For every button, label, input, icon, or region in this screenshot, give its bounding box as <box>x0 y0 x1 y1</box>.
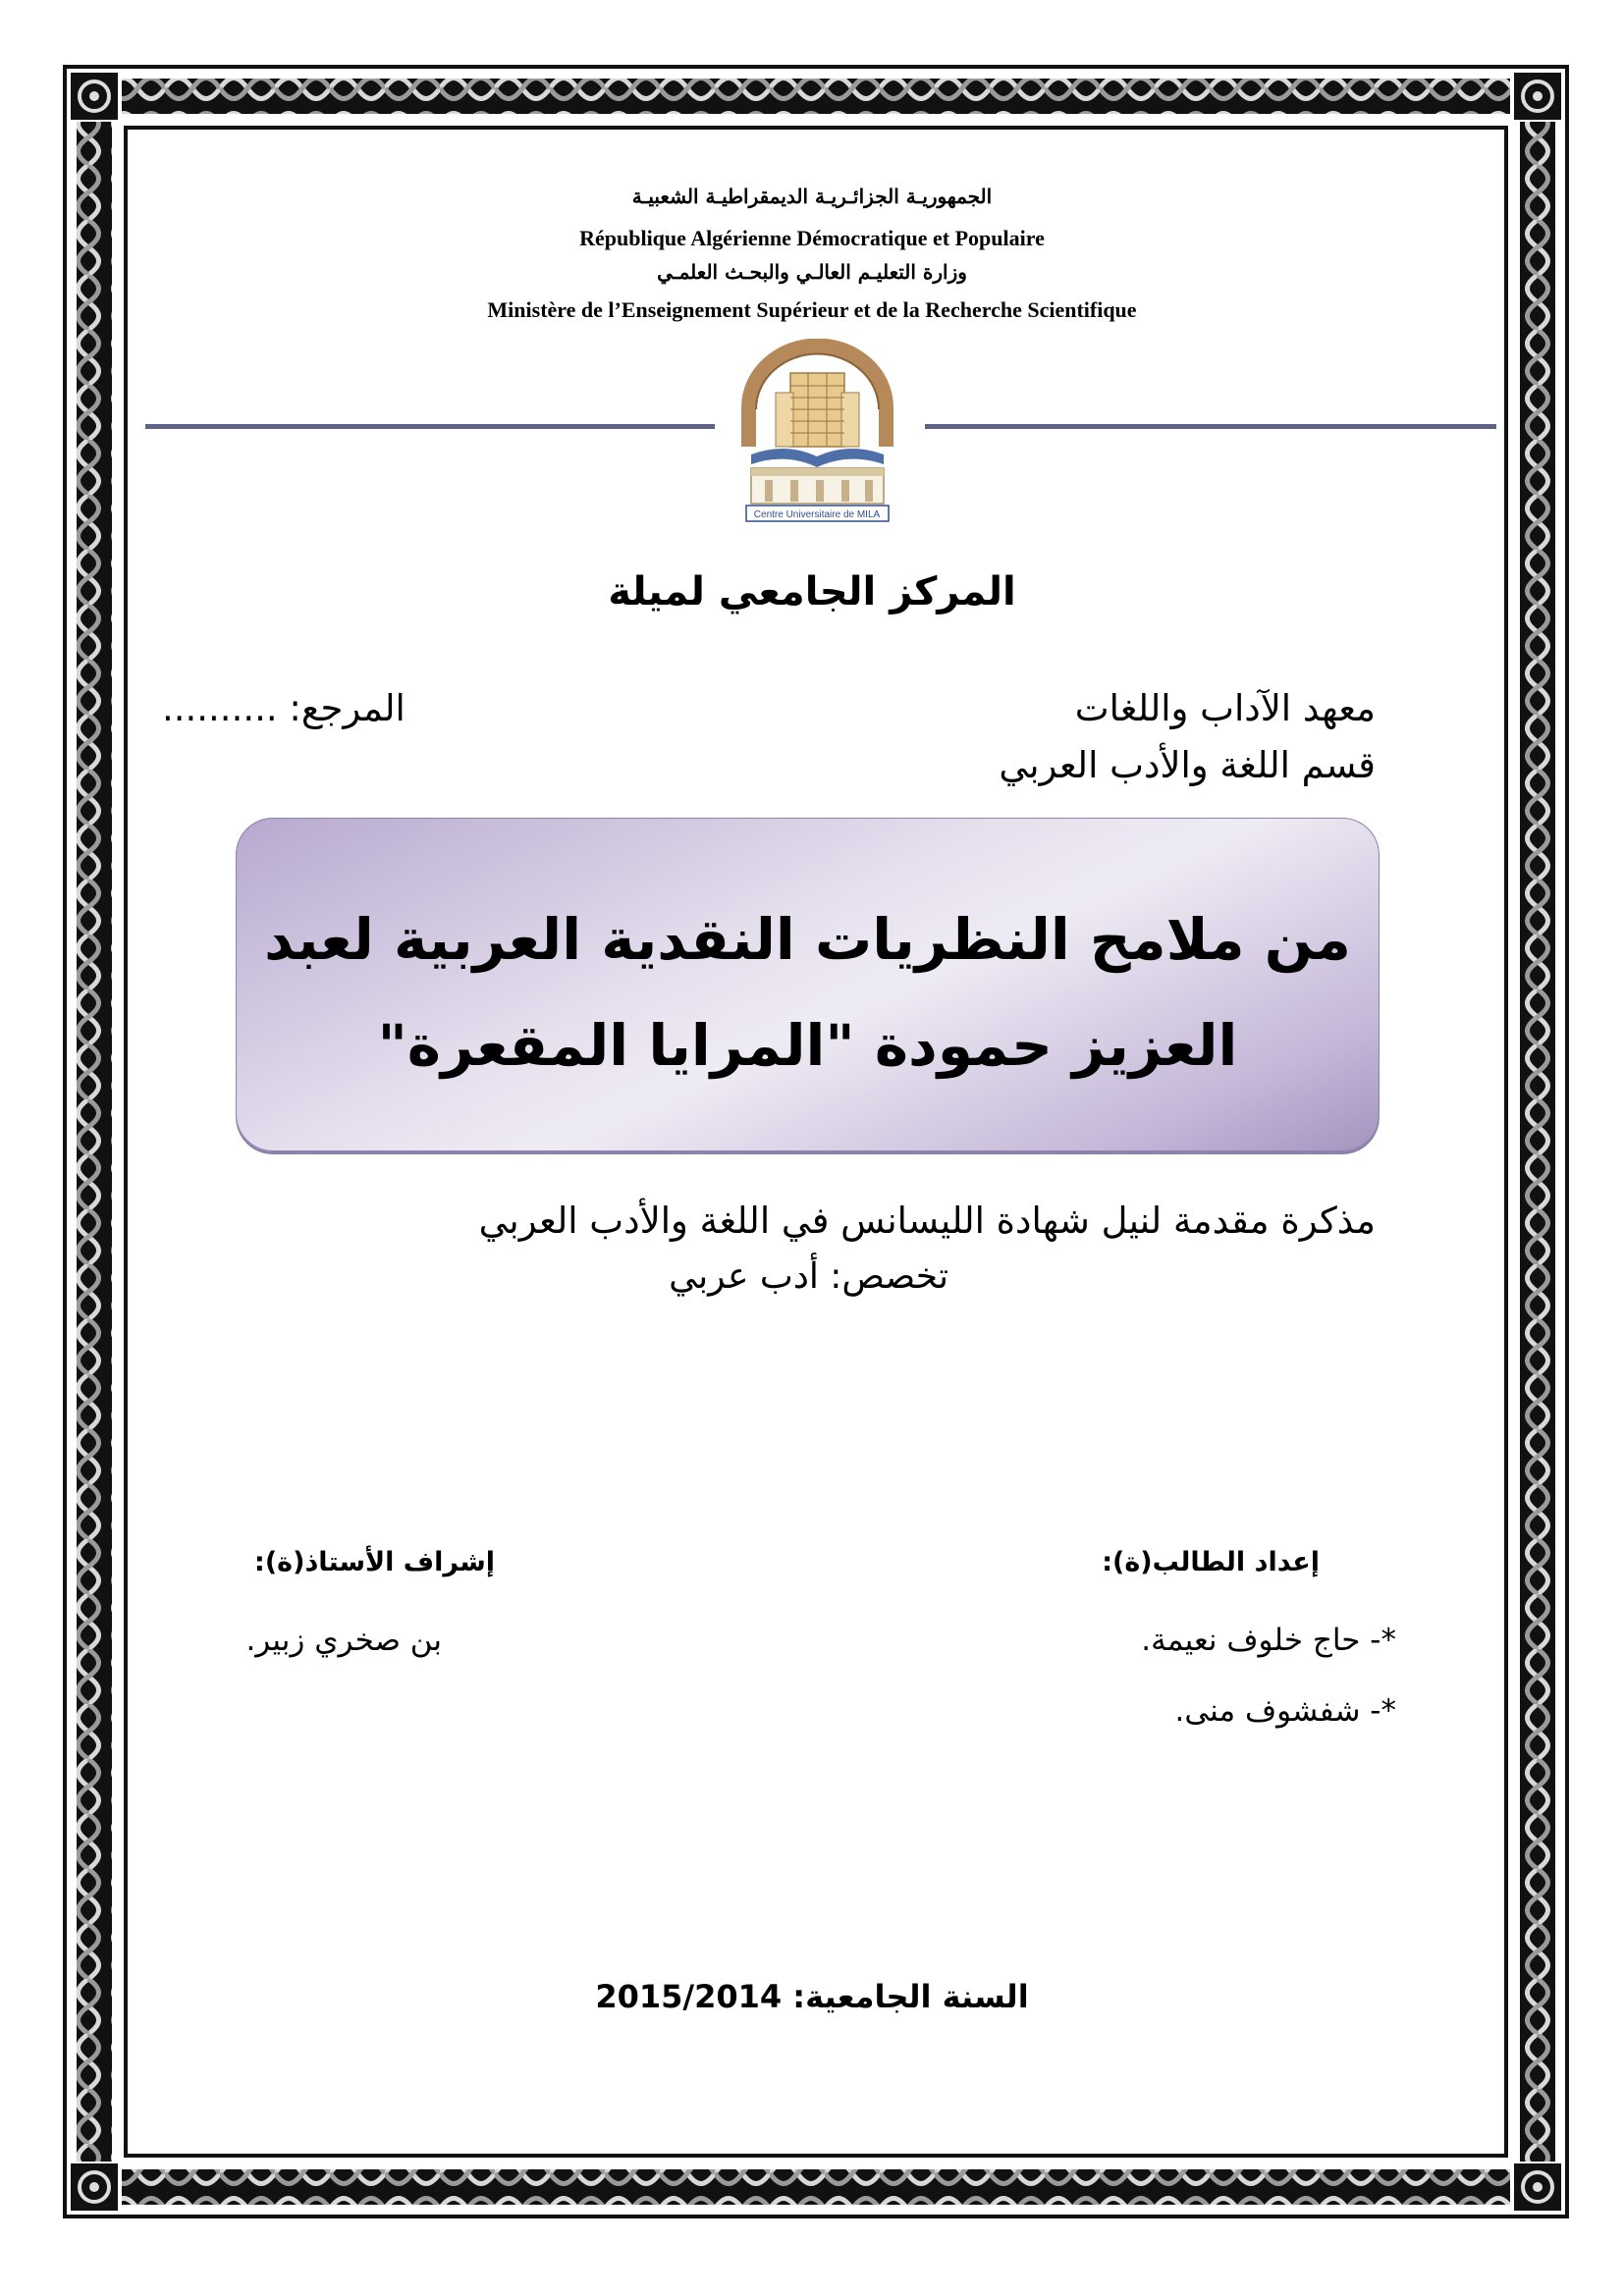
header-rule-left <box>145 424 715 429</box>
thesis-purpose: مذكرة مقدمة لنيل شهادة الليسانس في اللغة والأدب العربي <box>478 1200 1376 1242</box>
corner-ornament-tr <box>1514 73 1561 120</box>
corner-ornament-br <box>1514 2163 1561 2211</box>
students-label: إعداد الطالب(ة): <box>1102 1547 1320 1577</box>
republic-french: République Algérienne Démocratique et Populaire <box>579 226 1045 250</box>
ministry-french: Ministère de l’Enseignement Supérieur et de la Recherche Scientifique <box>487 297 1137 322</box>
republic-arabic: الجمهوريـة الجزائـريـة الديمقراطيـة الشعبيـة <box>631 185 993 208</box>
specialty: تخصص: أدب عربي <box>669 1256 948 1297</box>
student-name-1: *- حاج خلوف نعيمة. <box>1141 1623 1396 1658</box>
supervisor-name: بن صخري زبير. <box>245 1623 442 1658</box>
corner-ornament-bl <box>71 2163 118 2211</box>
student-name-2: *- شفشوف منى. <box>1174 1693 1396 1729</box>
thesis-title-box <box>236 818 1380 1151</box>
thesis-title-line-2: العزيز حمودة "المرايا المقعرة" <box>377 1012 1238 1079</box>
academic-year: السنة الجامعية: 2015/2014 <box>595 1978 1029 2015</box>
university-name: المركز الجامعي لميلة <box>608 569 1016 614</box>
university-logo <box>731 339 903 525</box>
reference-number: المرجع: .......... <box>162 687 406 729</box>
logo-caption: Centre Universitaire de MILA <box>753 509 881 520</box>
header-rule-right <box>925 424 1496 429</box>
corner-ornament-tl <box>71 73 118 120</box>
ministry-arabic: وزارة التعليـم العالـي والبحـث العلمـي <box>657 260 967 284</box>
thesis-title-line-1: من ملامح النظريات النقدية العربية لعبد <box>264 906 1351 973</box>
department-name: قسم اللغة والأدب العربي <box>999 744 1376 786</box>
institute-name: معهد الآداب واللغات <box>1074 687 1376 729</box>
supervisor-label: إشراف الأستاذ(ة): <box>254 1547 495 1577</box>
